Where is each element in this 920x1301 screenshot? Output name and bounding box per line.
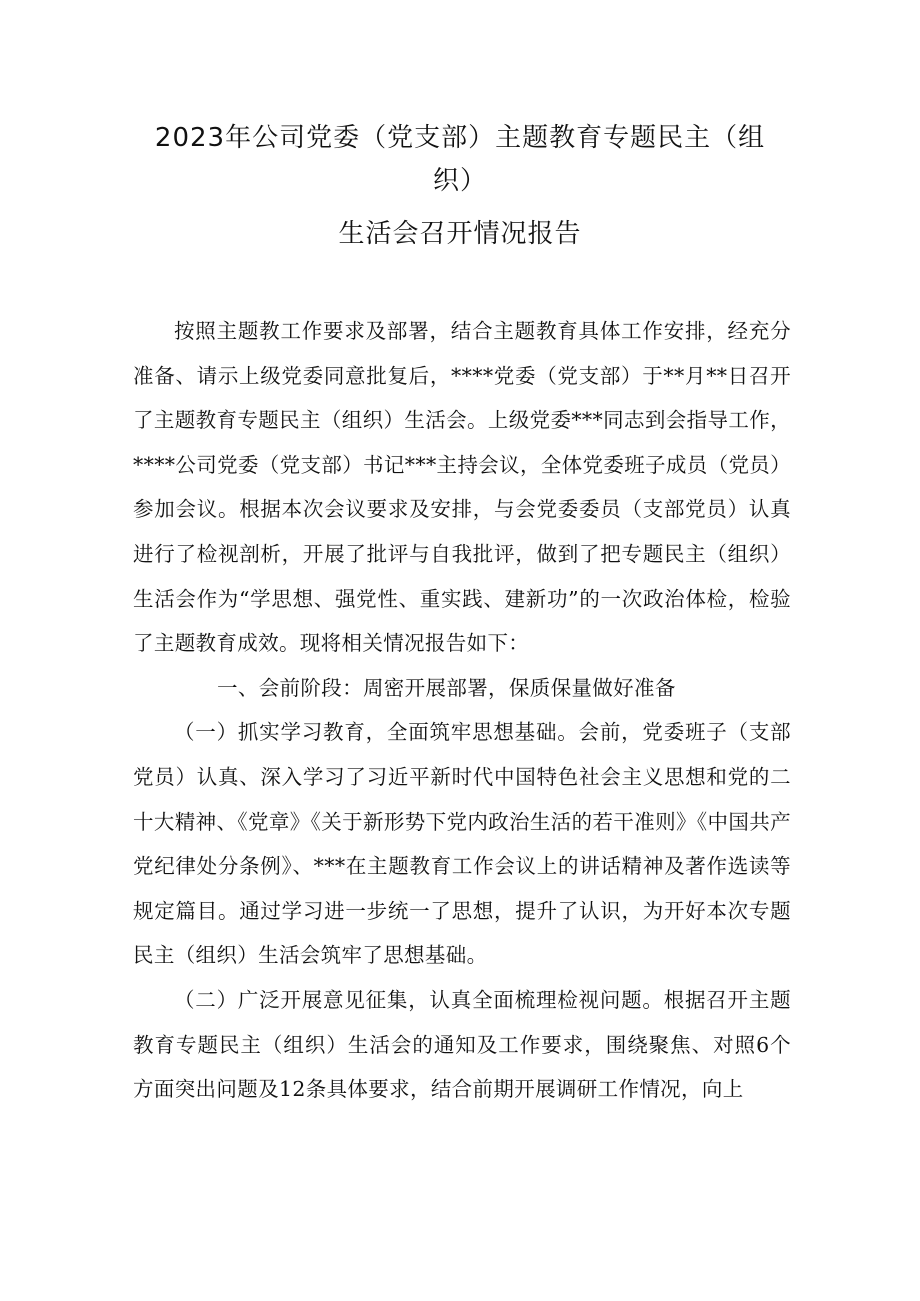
section-heading-1: 一、会前阶段：周密开展部署，保质保量做好准备 bbox=[217, 675, 676, 700]
paragraph-study-education: （一）抓实学习教育，全面筑牢思想基础。会前，党委班子（支部党员）认真、深入学习了习近平新时代中国特色社会主义思想和党的二十大精神、《党章》《关于新形势下党内政治生活的若干准则》《中国共产党纪律处分条例》、***在主题教育工作会议上的讲话精神及著作选读等规定篇目。通过学习进一步统一了思想，提升了认识，为开好本次专题民主（组织）生活会筑牢了思想基础。 bbox=[133, 720, 791, 968]
document-body bbox=[133, 309, 791, 1112]
document-title-line-2: 织） bbox=[432, 166, 487, 196]
document-title-line-3: 生活会召开情况报告 bbox=[338, 219, 582, 249]
paragraph-opinion-collection: （二）广泛开展意见征集，认真全面梳理检视问题。根据召开主题教育专题民主（组织）生活会的通知及工作要求，围绕聚焦、对照6个方面突出问题及12条具体要求，结合前期开展调研工作情况，向上 bbox=[133, 987, 791, 1102]
document-title-line-1: 2023年公司党委（党支部）主题教育专题民主（组 bbox=[154, 123, 766, 153]
intro-paragraph: 按照主题教工作要求及部署，结合主题教育具体工作安排，经充分准备、请示上级党委同意批复后，****党委（党支部）于**月**日召开了主题教育专题民主（组织）生活会。上级党委***同志到会指导工作，****公司党委（党支部）书记***主持会议，全体党委班子成员（党员）参加会议。根据本次会议要求及安排，与会党委委员（支部党员）认真进行了检视剖析，开展了批评与自我批评，做到了把专题民主（组织）生活会作为“学思想、强党性、重实践、建新功”的一次政治体检，检验了主题教育成效。现将相关情况报告如下： bbox=[133, 319, 791, 656]
